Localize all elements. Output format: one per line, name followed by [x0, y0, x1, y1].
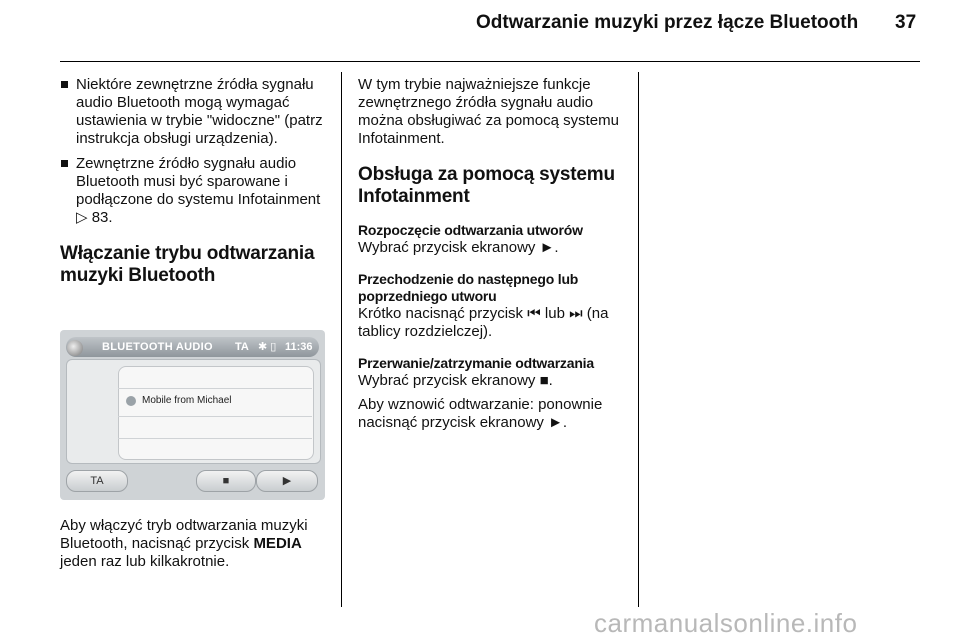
list-divider — [118, 388, 312, 389]
device-icon — [126, 396, 136, 406]
page-number: 37 — [895, 12, 917, 33]
paragraph: Aby wznowić odtwarzanie: ponownie nacisnąć przycisk ekranowy ►. — [358, 396, 603, 431]
paragraph-text: Aby włączyć tryb odtwarzania muzyki Bluetooth, nacisnąć przycisk — [60, 517, 308, 552]
header-divider — [60, 61, 920, 62]
bullet-item — [60, 76, 335, 148]
bullet-square-icon — [61, 81, 68, 88]
bullet-text: Zewnętrzne źródło sygnału audio Bluetooth musi być sparowane i podłączone do systemu Infotainment — [76, 155, 321, 208]
intro-paragraph: W tym trybie najważniejsze funkcje zewnętrznego źródła sygnału audio można obsługiwać za pomocą systemu Infotainment. — [358, 76, 619, 147]
device-list-item[interactable]: Mobile from Michael — [142, 395, 232, 406]
paragraph — [60, 517, 335, 571]
subsection-title: Przechodzenie do następnego lub poprzedniego utworu — [358, 271, 579, 304]
list-divider — [118, 438, 312, 439]
device-list — [118, 366, 314, 460]
clock: 11:36 — [285, 341, 313, 353]
app-logo-icon — [67, 340, 83, 356]
paragraph: Krótko nacisnąć przycisk ⏮ lub ⏭ (na tablicy rozdzielczej). — [358, 305, 609, 340]
watermark: carmanualsonline.info — [594, 608, 858, 638]
subsection-title: Przerwanie/zatrzymanie odtwarzania — [358, 355, 594, 371]
screen-title: BLUETOOTH AUDIO — [102, 341, 213, 353]
infotainment-screen-illustration — [60, 330, 325, 500]
column-divider-1 — [341, 72, 342, 607]
bullet-text: Niektóre zewnętrzne źródła sygnału audio Bluetooth mogą wymagać ustawienia w trybie "widoczne" (patrz instrukcja obsługi urządzenia). — [76, 76, 323, 147]
ta-button[interactable]: TA — [66, 470, 128, 492]
bullet-square-icon — [61, 160, 68, 167]
subsection-title: Rozpoczęcie odtwarzania utworów — [358, 222, 583, 238]
list-divider — [118, 416, 312, 417]
section-heading: Włączanie trybu odtwarzania muzyki Bluetooth — [60, 243, 315, 286]
media-key-label: MEDIA — [253, 535, 302, 552]
bluetooth-icon: ✱ ▯ — [258, 341, 277, 353]
page-title: Odtwarzanie muzyki przez łącze Bluetooth — [476, 12, 859, 33]
play-button[interactable]: ▶ — [256, 470, 318, 492]
paragraph-text: jeden raz lub kilkakrotnie. — [60, 553, 230, 570]
paragraph: Wybrać przycisk ekranowy ►. — [358, 239, 559, 256]
page-ref-arrow-icon: ▷ — [76, 209, 88, 226]
paragraph: Wybrać przycisk ekranowy ■. — [358, 372, 553, 389]
page-ref-link[interactable]: 83. — [91, 209, 113, 226]
column-divider-2 — [638, 72, 639, 607]
bullet-item — [60, 155, 335, 227]
column-middle — [358, 76, 633, 432]
section-heading: Obsługa za pomocą systemu Infotainment — [358, 164, 615, 207]
ta-status: TA — [235, 341, 249, 353]
stop-button[interactable]: ■ — [196, 470, 256, 492]
